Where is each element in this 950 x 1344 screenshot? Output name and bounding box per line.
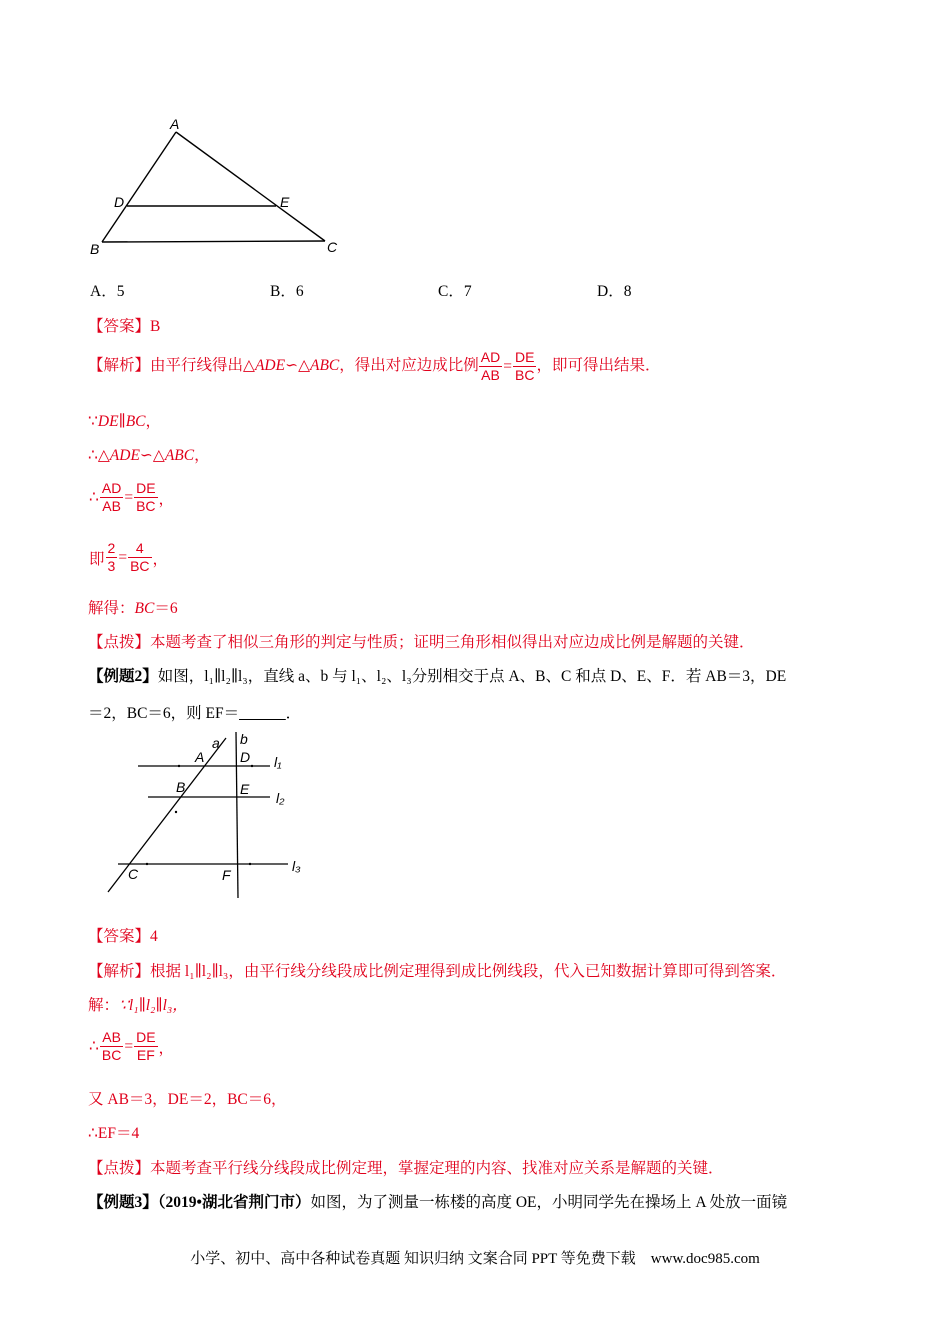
label-point-d: D	[240, 749, 251, 765]
choice-a[interactable]: A．5	[90, 283, 125, 300]
ex2-note: 【点拨】本题考查平行线分线段成比例定理，掌握定理的内容、找准对应关系是解题的关键．	[88, 1160, 724, 1177]
ex1-therefore-similar: ∴△ADE∽△ABC，	[88, 447, 210, 464]
choice-c[interactable]: C．7	[438, 283, 472, 300]
label-point-b: B	[176, 779, 186, 795]
label-b: B	[90, 241, 100, 257]
ex1-analysis: 【解析】由平行线得出△ADE∽△ABC，得出对应边成比例 $\frac{AD}{AB}$ = $\frac{DE}{BC}$ ，即可得出结果．	[88, 349, 661, 383]
label-a: A	[170, 116, 180, 132]
ex2-result: ∴EF＝4	[88, 1125, 140, 1142]
label-l3: l₃	[292, 858, 301, 874]
ex2-question-line2: ＝2，BC＝6，则 EF＝______．	[88, 705, 302, 722]
segment-ab	[102, 132, 176, 242]
ex1-substitution: 即 $\frac{2}{3}$ = $\frac{4}{BC}$ ，	[89, 540, 169, 574]
ex3-question: 【例题3】（2019•湖北省荆门市）如图，为了测量一栋楼的高度 OE，小明同学先在操场上 A 处放一面镜	[88, 1194, 788, 1211]
segment-ac	[176, 132, 325, 241]
fraction-de-bc: $\frac{DE}{BC}$	[514, 349, 535, 383]
parallel-lines-figure	[100, 728, 320, 900]
ex1-because: ∵DE∥BC，	[88, 413, 162, 430]
choice-b[interactable]: B．6	[270, 283, 304, 300]
label-point-a: A	[195, 749, 205, 765]
ex1-ratio: ∴ $\frac{AD}{AB}$ = $\frac{DE}{BC}$ ，	[89, 480, 175, 514]
segment-bc	[102, 241, 325, 242]
line-b	[236, 732, 238, 898]
ex1-solve: 解得：BC＝6	[88, 600, 178, 617]
ex2-solution-because: 解：∵l₁∥l₂∥l₃，	[88, 997, 188, 1014]
answer-blank[interactable]: ______	[239, 705, 286, 722]
ex1-answer: 【答案】B	[88, 318, 161, 335]
page-footer: 小学、初中、高中各种试卷真题 知识归纳 文案合同 PPT 等免费下载 www.doc985.com	[190, 1251, 760, 1267]
ex2-ratio: ∴ $\frac{AB}{BC}$ = $\frac{DE}{EF}$ ，	[89, 1029, 175, 1063]
ex2-answer: 【答案】4	[88, 928, 158, 945]
label-point-f: F	[222, 867, 231, 883]
ex2-question-line1: 【例题2】如图，l₁∥l₂∥l₃，直线 a、b 与 l₁、l₂、l₃分别相交于点 A、B、C 和点 D、E、F．若 AB＝3，DE	[88, 668, 787, 685]
label-d: D	[114, 194, 125, 210]
label-point-c: C	[128, 866, 139, 882]
label-e: E	[280, 194, 290, 210]
label-c: C	[327, 239, 338, 255]
ex1-note: 【点拨】本题考查了相似三角形的判定与性质；证明三角形相似得出对应边成比例是解题的关键．	[88, 634, 755, 651]
label-line-a: a	[212, 735, 220, 751]
ex2-analysis: 【解析】根据 l₁∥l₂∥l₃，由平行线分线段成比例定理得到成比例线段，代入已知数据计算即可得到答案．	[88, 963, 787, 980]
triangle-figure	[80, 112, 350, 262]
fraction-ad-ab: $\frac{AD}{AB}$	[480, 349, 501, 383]
label-l1: l₁	[274, 754, 282, 770]
line-a	[108, 738, 226, 892]
choice-d[interactable]: D．8	[597, 283, 632, 300]
label-line-b: b	[240, 731, 248, 747]
label-point-e: E	[240, 781, 250, 797]
label-l2: l₂	[276, 790, 285, 806]
ex2-known-values: 又 AB＝3，DE＝2，BC＝6，	[88, 1091, 287, 1108]
